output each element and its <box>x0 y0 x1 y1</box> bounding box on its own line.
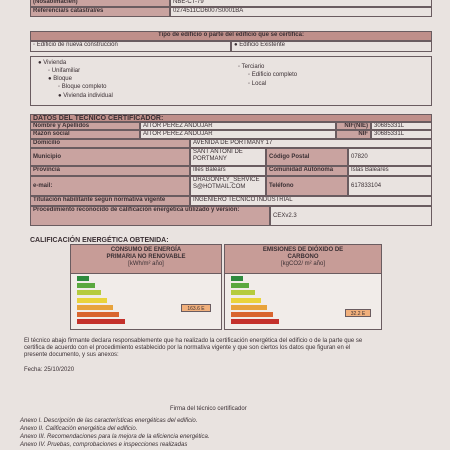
consumo-chart <box>70 244 222 330</box>
scale-bar <box>231 312 273 317</box>
nif-label: NIF <box>336 130 371 139</box>
scale-bar <box>231 298 261 303</box>
razon-label: Razón social <box>30 130 140 139</box>
tipo-existing-option: ● Edificio Existente <box>231 41 432 52</box>
emisiones-chart <box>224 244 382 330</box>
emisiones-head-2: CARBONO <box>287 254 319 260</box>
cp-label: Código Postal <box>266 148 348 166</box>
consumo-header <box>71 245 221 274</box>
consumo-head-1: CONSUMO DE ENERGÍA <box>110 247 182 253</box>
scale-bar <box>77 298 107 303</box>
domicilio-label: Domicilio <box>30 139 190 148</box>
razon-value: AITOR PEREZ ANDUJAR <box>140 130 336 139</box>
scale-bar <box>77 312 119 317</box>
scale-bar <box>77 276 89 281</box>
provincia-value: Illes Balears <box>190 166 266 176</box>
nombre-value: AITOR PEREZ ANDUJAR <box>140 122 336 130</box>
consumo-head-3: [kWh/m² año] <box>128 261 164 267</box>
scale-bar <box>77 290 101 295</box>
scale-bar <box>231 319 279 324</box>
anexo-1: Anexo I. Descripción de las características energéticas del edificio. <box>20 418 198 424</box>
scale-bar <box>231 305 267 310</box>
opt-bloque: ● Bloque <box>48 76 72 82</box>
opt-vivienda: ● Vivienda <box>38 60 67 66</box>
anexo-3: Anexo III. Recomendaciones para la mejora de la eficiencia energética. <box>20 434 210 440</box>
normativa-value: NBE-CT-79 <box>170 0 432 7</box>
catastral-value: 0274511CD6007S0001BA <box>170 7 432 17</box>
procedimiento-label: Procedimiento reconocido de calificación energética utilizado y versión: <box>30 206 270 226</box>
anexo-2: Anexo II. Calificación energética del edificio. <box>20 426 138 432</box>
email-value: DRAGONFLY_SERVICES@HOTMAIL.COM <box>190 176 266 196</box>
nif-value: 30685331L <box>371 130 432 139</box>
tipo-new-option: ◦ Edificio de nueva construcción <box>30 41 231 52</box>
ca-label: Comunidad Autónoma <box>266 166 348 176</box>
calificacion-title: CALIFICACIÓN ENERGÉTICA OBTENIDA: <box>30 237 169 244</box>
consumo-rating-arrow: 163.6 E <box>181 304 211 312</box>
titulacion-value: INGENIERO TÉCNICO INDUSTRIAL <box>190 196 432 206</box>
scale-bar <box>231 283 249 288</box>
emisiones-head-1: EMISIONES DE DIÓXIDO DE <box>262 247 344 253</box>
scale-bar <box>77 319 125 324</box>
fecha: Fecha: 25/10/2020 <box>24 367 75 373</box>
catastral-label: Referencia/s catastral/es <box>30 7 170 17</box>
domicilio-value: AVENIDA DE PORTMANY 17 <box>190 139 432 148</box>
opt-edificio-completo: ◦ Edificio completo <box>248 72 298 78</box>
scale-bar <box>231 290 255 295</box>
provincia-label: Provincia <box>30 166 190 176</box>
email-label: e-mail: <box>30 176 190 196</box>
procedimiento-value: CEXv2.3 <box>270 206 432 226</box>
tecnico-title: DATOS DEL TÉCNICO CERTIFICADOR: <box>30 114 432 122</box>
telefono-label: Teléfono <box>266 176 348 196</box>
declaracion-line-1: El técnico abajo firmante declara responsablemente que ha realizado la certificación energética del edificio o de la parte que se <box>24 338 363 344</box>
nif-nie-value: 30685331L <box>371 122 432 130</box>
normativa-label: (Nosaolmacién) <box>30 0 170 7</box>
municipio-label: Municipio <box>30 148 190 166</box>
tipo-header: Tipo de edificio o parte del edificio que se certifica: <box>30 31 432 41</box>
opt-local: ◦ Local <box>248 81 267 87</box>
cp-value: 07820 <box>348 148 432 166</box>
firma-label: Firma del técnico certificador <box>170 406 247 412</box>
declaracion-line-2: certifica de acuerdo con el procedimiento establecido por la normativa vigente y que son ciertos los datos que figuran en el <box>24 345 351 351</box>
scale-bar <box>77 305 113 310</box>
anexo-4: Anexo IV. Pruebas, comprobaciones e inspecciones realizadas <box>20 442 188 448</box>
opt-terciario: ◦ Terciario <box>238 64 265 70</box>
emisiones-header <box>225 245 381 274</box>
ca-value: Islas Baleares <box>348 166 432 176</box>
scale-bar <box>231 276 243 281</box>
emisiones-head-3: [kgCO2/ m² año] <box>280 261 325 267</box>
telefono-value: 617833104 <box>348 176 432 196</box>
scale-bar <box>77 283 95 288</box>
titulacion-label: Titulación habilitante según normativa vigente <box>30 196 190 206</box>
opt-unifamiliar: ◦ Unifamiliar <box>48 68 81 74</box>
nombre-label: Nombre y Apellidos <box>30 122 140 130</box>
consumo-head-2: PRIMARIA NO RENOVABLE <box>106 254 186 260</box>
declaracion-line-3: presente documento, y sus anexos: <box>24 352 119 358</box>
municipio-value: SANT ANTONI DE PORTMANY <box>190 148 266 166</box>
emisiones-rating-arrow: 32.2 E <box>345 309 371 317</box>
opt-bloque-completo: ◦ Bloque completo <box>58 84 107 90</box>
nif-nie-label: NIF(NIE) <box>336 122 371 130</box>
opt-vivienda-individual: ● Vivienda individual <box>58 93 113 99</box>
